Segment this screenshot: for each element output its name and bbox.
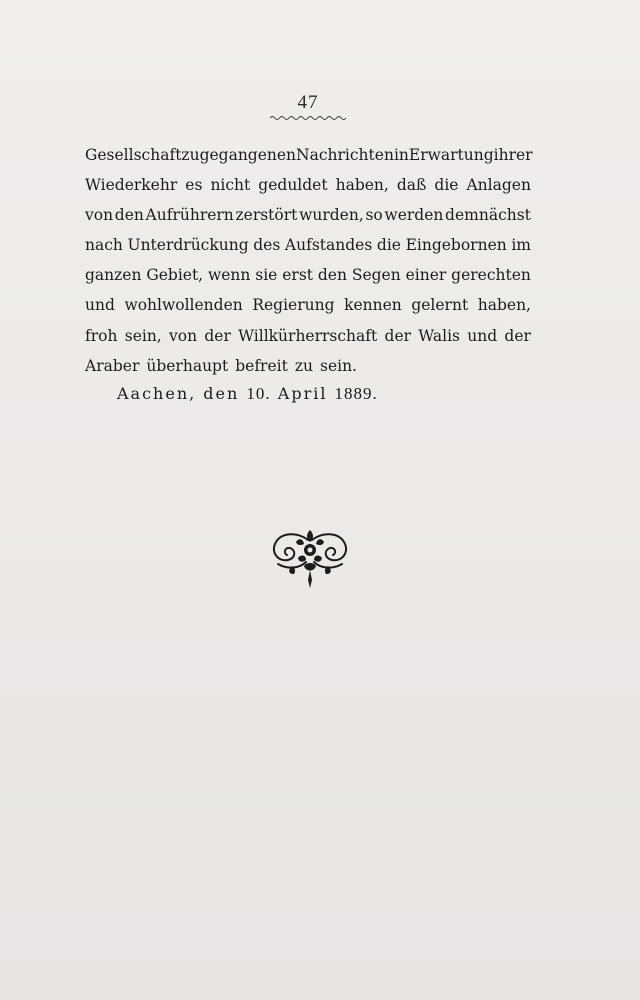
word: und	[85, 296, 115, 315]
word: Nachrichten	[296, 146, 394, 164]
text-line	[85, 200, 531, 230]
word: es	[185, 176, 203, 195]
word: erst	[282, 266, 313, 285]
word: sein.	[319, 356, 357, 375]
word: Walis	[418, 326, 460, 345]
word: Gebiet,	[146, 266, 204, 285]
word: in	[393, 146, 409, 164]
word: werden	[384, 206, 444, 225]
page-number: 47	[297, 92, 319, 113]
word: wurden,	[299, 206, 364, 225]
text-line	[85, 290, 531, 320]
word: so	[365, 206, 383, 225]
word: der	[384, 326, 412, 345]
word: haben,	[477, 296, 531, 315]
word: von	[169, 326, 198, 345]
word: die	[434, 176, 459, 195]
word: von	[85, 206, 114, 225]
word: ganzen	[85, 266, 142, 285]
word: demnächst	[445, 206, 531, 225]
dateline-day: 10.	[246, 384, 271, 403]
word: kennen	[344, 296, 402, 315]
body-paragraph	[85, 140, 531, 381]
word: wenn	[207, 266, 251, 285]
word: einer	[405, 266, 447, 285]
word: sein,	[124, 326, 162, 345]
word: und	[467, 326, 498, 345]
text-line	[85, 140, 531, 170]
word: wohlwollenden	[124, 296, 243, 315]
text-line	[85, 321, 531, 351]
floral-ornament-icon	[268, 528, 352, 592]
word: ihrer	[493, 146, 533, 164]
word: Eingebornen	[405, 236, 507, 255]
word: Erwartung	[408, 146, 494, 164]
word: Gesellschaft	[85, 146, 182, 164]
word: den	[317, 266, 347, 285]
wavy-rule-ornament	[270, 114, 346, 122]
text-line	[85, 170, 531, 200]
word: des	[253, 236, 281, 255]
word: haben,	[335, 176, 389, 195]
word: froh	[85, 326, 118, 345]
dateline-month: April	[277, 384, 328, 403]
word: nach	[85, 236, 123, 255]
word: Unterdrückung	[127, 236, 249, 255]
dateline-year: 1889.	[334, 384, 378, 403]
word: Willkürherrschaft	[238, 326, 378, 345]
word: der	[204, 326, 231, 345]
word: Aufrührern	[145, 206, 234, 225]
word: Araber	[85, 356, 140, 375]
word: sie	[255, 266, 278, 285]
word: Anlagen	[466, 176, 531, 195]
word: befreit	[235, 356, 288, 375]
word: Regierung	[252, 296, 335, 315]
word: zugegangenen	[181, 146, 297, 164]
word: nicht	[210, 176, 251, 195]
word: Wiederkehr	[85, 176, 178, 195]
word: Segen	[351, 266, 401, 285]
dateline	[117, 384, 378, 404]
word: zerstört	[235, 206, 298, 225]
word: Aufstandes	[284, 236, 373, 255]
word: der	[504, 326, 531, 345]
text-line	[85, 230, 531, 260]
dateline-place: Aachen, den	[117, 384, 240, 403]
word: zu	[294, 356, 313, 375]
word: überhaupt	[146, 356, 229, 375]
text-line	[85, 351, 531, 381]
word: im	[511, 236, 531, 255]
word: die	[376, 236, 401, 255]
text-line	[85, 260, 531, 290]
word: gelernt	[411, 296, 469, 315]
word: gerechten	[451, 266, 531, 285]
word: daß	[396, 176, 427, 195]
word: den	[114, 206, 144, 225]
word: geduldet	[258, 176, 328, 195]
